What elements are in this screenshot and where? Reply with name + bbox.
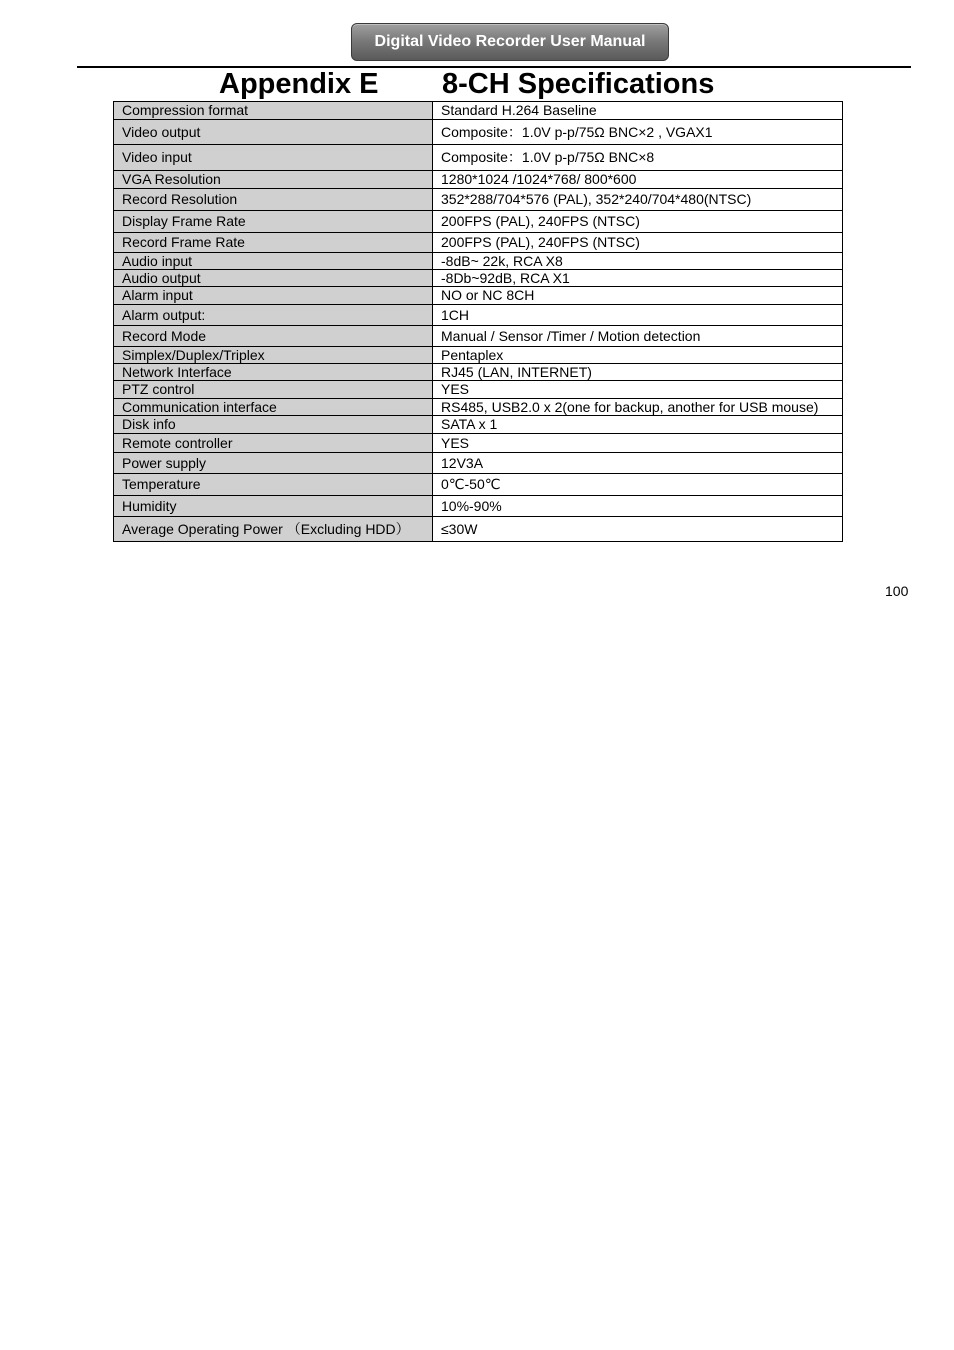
spec-value: YES bbox=[433, 381, 843, 399]
spec-label: Disk info bbox=[114, 416, 433, 434]
spec-label: PTZ control bbox=[114, 381, 433, 399]
spec-value: 200FPS (PAL), 240FPS (NTSC) bbox=[433, 233, 843, 253]
spec-value: Manual / Sensor /Timer / Motion detection bbox=[433, 326, 843, 347]
appendix-label: Appendix E bbox=[219, 68, 379, 100]
spec-label: Record Frame Rate bbox=[114, 233, 433, 253]
spec-label: Remote controller bbox=[114, 434, 433, 453]
table-row bbox=[114, 145, 843, 171]
table-row bbox=[114, 453, 843, 474]
table-row bbox=[114, 416, 843, 434]
spec-value: 12V3A bbox=[433, 453, 843, 474]
spec-value: 200FPS (PAL), 240FPS (NTSC) bbox=[433, 211, 843, 233]
table-row bbox=[114, 381, 843, 399]
table-row bbox=[114, 171, 843, 189]
table-row bbox=[114, 120, 843, 145]
spec-value: YES bbox=[433, 434, 843, 453]
spec-label: Alarm output: bbox=[114, 305, 433, 326]
page-title: 8-CH Specifications bbox=[442, 68, 715, 100]
specifications-table bbox=[113, 101, 843, 542]
spec-label: Simplex/Duplex/Triplex bbox=[114, 347, 433, 364]
table-row bbox=[114, 189, 843, 211]
spec-value: 1CH bbox=[433, 305, 843, 326]
spec-label: Record Resolution bbox=[114, 189, 433, 211]
spec-label: Record Mode bbox=[114, 326, 433, 347]
table-row bbox=[114, 253, 843, 270]
spec-label: Humidity bbox=[114, 496, 433, 517]
spec-value: 10%-90% bbox=[433, 496, 843, 517]
table-row bbox=[114, 102, 843, 120]
spec-label: Compression format bbox=[114, 102, 433, 120]
spec-label: Communication interface bbox=[114, 399, 433, 416]
spec-value: 1280*1024 /1024*768/ 800*600 bbox=[433, 171, 843, 189]
spec-value: SATA x 1 bbox=[433, 416, 843, 434]
table-row bbox=[114, 305, 843, 326]
manual-title-badge: Digital Video Recorder User Manual bbox=[351, 23, 669, 61]
spec-value: ≤30W bbox=[433, 517, 843, 542]
spec-value: 0℃-50℃ bbox=[433, 474, 843, 496]
table-row bbox=[114, 434, 843, 453]
spec-value: -8Db~92dB, RCA X1 bbox=[433, 270, 843, 287]
table-row bbox=[114, 517, 843, 542]
spec-value: Composite：1.0V p-p/75Ω BNC×8 bbox=[433, 145, 843, 171]
spec-label: VGA Resolution bbox=[114, 171, 433, 189]
table-row bbox=[114, 211, 843, 233]
spec-label: Video output bbox=[114, 120, 433, 145]
spec-value: -8dB~ 22k, RCA X8 bbox=[433, 253, 843, 270]
spec-value: RJ45 (LAN, INTERNET) bbox=[433, 364, 843, 381]
spec-value: Standard H.264 Baseline bbox=[433, 102, 843, 120]
spec-label: Display Frame Rate bbox=[114, 211, 433, 233]
table-row bbox=[114, 364, 843, 381]
spec-value: Pentaplex bbox=[433, 347, 843, 364]
spec-label: Audio output bbox=[114, 270, 433, 287]
spec-label: Power supply bbox=[114, 453, 433, 474]
spec-label: Alarm input bbox=[114, 287, 433, 305]
spec-value: Composite：1.0V p-p/75Ω BNC×2 , VGAX1 bbox=[433, 120, 843, 145]
table-row bbox=[114, 347, 843, 364]
table-row bbox=[114, 233, 843, 253]
spec-label: Network Interface bbox=[114, 364, 433, 381]
spec-value: RS485, USB2.0 x 2(one for backup, another for USB mouse) bbox=[433, 399, 843, 416]
spec-value: NO or NC 8CH bbox=[433, 287, 843, 305]
spec-label: Average Operating Power （Excluding HDD） bbox=[114, 517, 433, 542]
spec-label: Audio input bbox=[114, 253, 433, 270]
table-row bbox=[114, 399, 843, 416]
table-row bbox=[114, 474, 843, 496]
spec-value: 352*288/704*576 (PAL), 352*240/704*480(NTSC) bbox=[433, 189, 843, 211]
table-row bbox=[114, 270, 843, 287]
table-row bbox=[114, 287, 843, 305]
table-row bbox=[114, 326, 843, 347]
page-number: 100 bbox=[885, 583, 909, 599]
spec-label: Video input bbox=[114, 145, 433, 171]
spec-label: Temperature bbox=[114, 474, 433, 496]
table-row bbox=[114, 496, 843, 517]
